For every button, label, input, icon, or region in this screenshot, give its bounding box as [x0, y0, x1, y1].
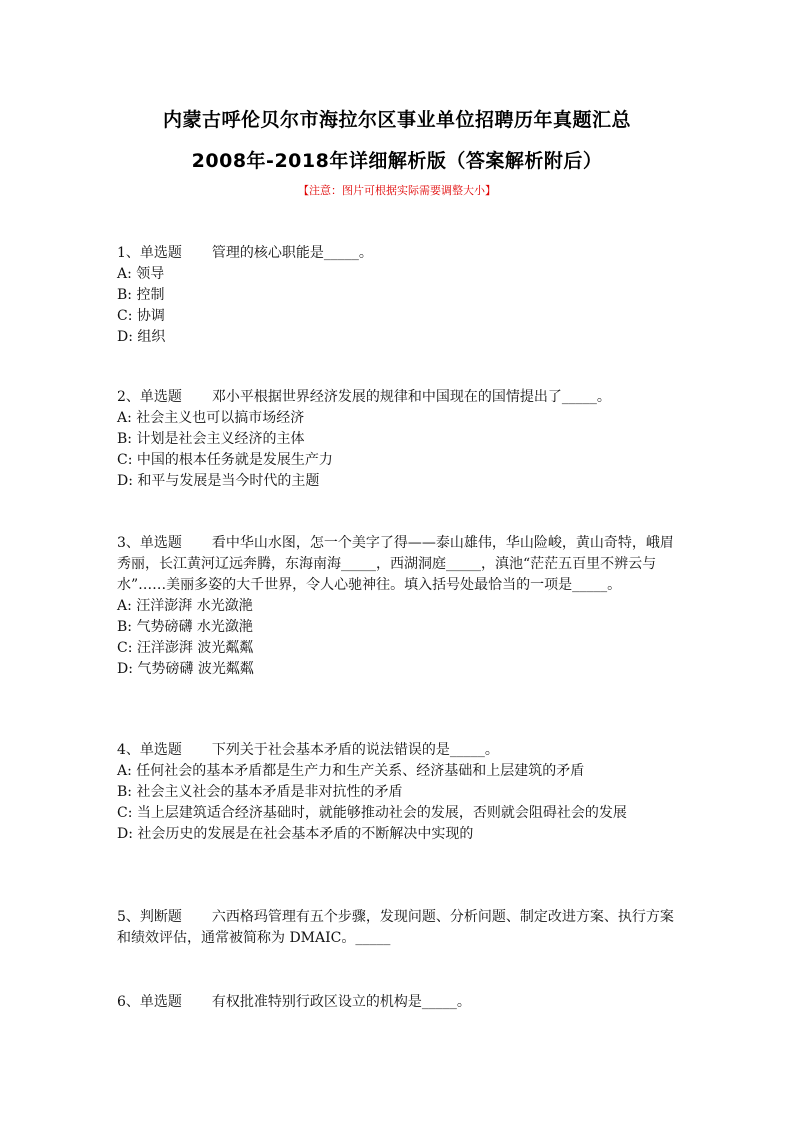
question-4: [117, 740, 687, 845]
question-text: 看中华山水图，怎一个美字了得——泰山雄伟，华山险峻，黄山奇特，峨眉秀丽，长江黄河辽远奔腾，东海南海_____，西湖洞庭_____，滇池“茫茫五百里不辨云与水”……美丽多姿的大千世界，令人心驰神往。填入括号处最恰当的一项是_____。: [117, 535, 674, 593]
question-type: 单选题: [139, 994, 182, 1010]
question-text: 邓小平根据世界经济发展的规律和中国现在的国情提出了_____。: [211, 389, 611, 405]
question-6: [117, 992, 687, 1013]
document-subtitle: 2008年-2018年详细解析版（答案解析附后）: [191, 150, 603, 172]
question-type: 单选题: [139, 389, 182, 405]
question-number: 6、: [117, 994, 140, 1010]
question-header: [117, 387, 687, 408]
option-c: C: 协调: [117, 308, 165, 324]
question-type: 判断题: [139, 909, 182, 925]
notice-text: 【注意：图片可根据实际需要调整大小】: [298, 184, 496, 197]
question-5: [117, 907, 687, 949]
option-c: C: 中国的根本任务就是发展生产力: [117, 452, 333, 468]
option-b: B: 控制: [117, 287, 165, 303]
question-header: [117, 243, 687, 264]
question-header: [117, 992, 687, 1013]
question-number: 1、: [117, 245, 140, 261]
option-c: C: 汪洋澎湃 波光粼粼: [117, 640, 254, 656]
question-type: 单选题: [139, 245, 182, 261]
question-text: 管理的核心职能是_____。: [211, 245, 373, 261]
option-d: D: 组织: [117, 329, 166, 345]
question-number: 2、: [117, 389, 140, 405]
question-number: 4、: [117, 742, 140, 758]
option-a: A: 任何社会的基本矛盾都是生产力和生产关系、经济基础和上层建筑的矛盾: [117, 763, 585, 779]
question-number: 5、: [117, 909, 140, 925]
question-text: 六西格玛管理有五个步骤，发现问题、分析问题、制定改进方案、执行方案和绩效评估，通常被简称为 DMAIC。_____: [117, 909, 674, 946]
document-title: 内蒙古呼伦贝尔市海拉尔区事业单位招聘历年真题汇总: [162, 109, 631, 131]
option-d: D: 和平与发展是当今时代的主题: [117, 473, 320, 489]
question-header: [117, 740, 687, 761]
question-header: [117, 907, 687, 949]
option-a: A: 领导: [117, 266, 165, 282]
question-1: [117, 243, 687, 348]
question-number: 3、: [117, 535, 140, 551]
question-type: 单选题: [139, 535, 182, 551]
question-header: [117, 533, 687, 596]
question-2: [117, 387, 687, 492]
option-b: B: 社会主义社会的基本矛盾是非对抗性的矛盾: [117, 784, 403, 800]
option-a: A: 社会主义也可以搞市场经济: [117, 410, 305, 426]
question-text: 下列关于社会基本矛盾的说法错误的是_____。: [211, 742, 499, 758]
question-type: 单选题: [139, 742, 182, 758]
option-b: B: 气势磅礴 水光潋滟: [117, 619, 253, 635]
option-d: D: 社会历史的发展是在社会基本矛盾的不断解决中实现的: [117, 826, 474, 842]
option-a: A: 汪洋澎湃 水光潋滟: [117, 598, 253, 614]
option-d: D: 气势磅礴 波光粼粼: [117, 661, 254, 677]
option-c: C: 当上层建筑适合经济基础时，就能够推动社会的发展，否则就会阻碍社会的发展: [117, 805, 627, 821]
question-text: 有权批准特别行政区设立的机构是_____。: [211, 994, 471, 1010]
question-3: [117, 533, 687, 680]
option-b: B: 计划是社会主义经济的主体: [117, 431, 305, 447]
